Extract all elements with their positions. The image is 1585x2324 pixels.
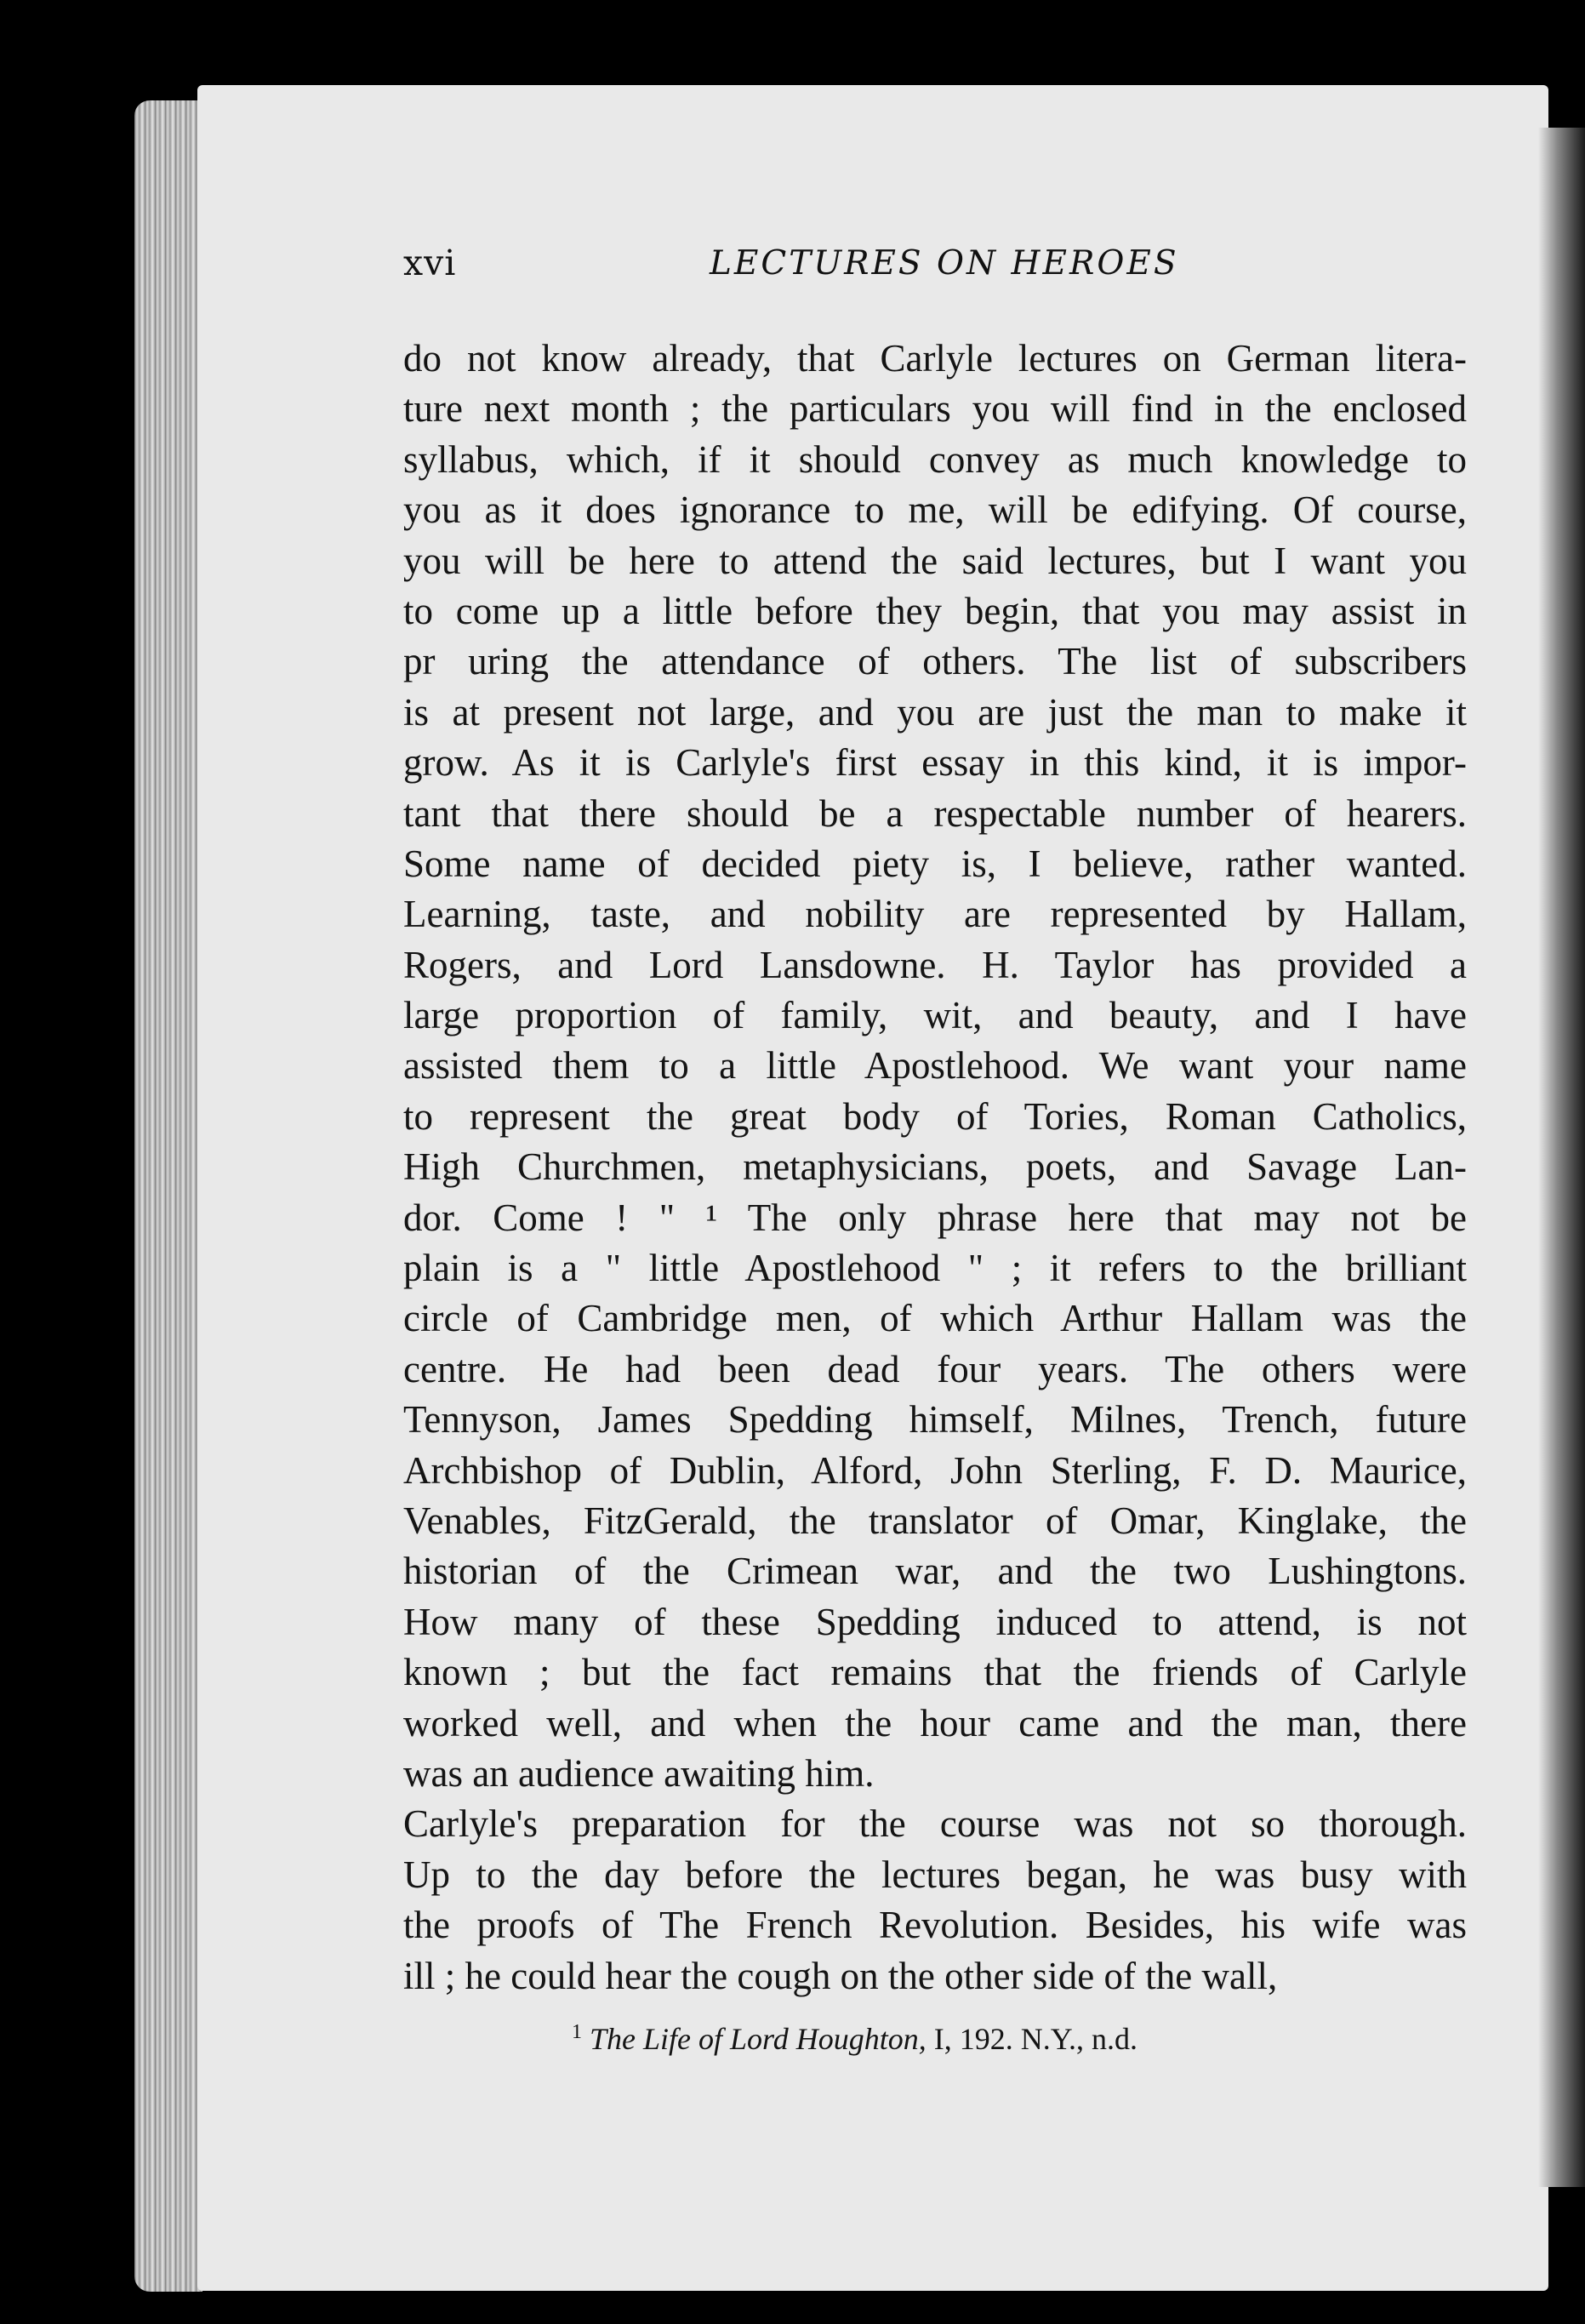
- text-line: Up to the day before the lectures began, he was busy with: [403, 1853, 1467, 1896]
- text-line: syllabus, which, if it should convey as much knowledge to: [403, 437, 1467, 481]
- text-line: is at present not large, and you are just the man to make it: [403, 690, 1467, 734]
- text-line: ill ; he could hear the cough on the other side of the wall,: [403, 1954, 1278, 1997]
- text-line: worked well, and when the hour came and the man, there: [403, 1701, 1467, 1744]
- text-line: Carlyle's preparation for the course was not so thorough.: [403, 1802, 1467, 1846]
- text-line: circle of Cambridge men, of which Arthur Hallam was the: [403, 1297, 1467, 1340]
- text-line: to come up a little before they begin, that you may assist in: [403, 589, 1467, 632]
- text-line: large proportion of family, wit, and beauty, and I have: [403, 994, 1467, 1037]
- text-line: was an audience awaiting him.: [403, 1751, 875, 1795]
- text-line: tant that there should be a respectable number of hearers.: [403, 791, 1467, 835]
- footnote: [572, 2021, 1137, 2057]
- text-line: ture next month ; the particulars you will find in the enclosed: [403, 387, 1467, 431]
- text-line: you as it does ignorance to me, will be edifying. Of course,: [403, 488, 1467, 532]
- text-line: the proofs of The French Revolution. Besides, his wife was: [403, 1904, 1467, 1947]
- text-line: you will be here to attend the said lectures, but I want you: [403, 539, 1467, 582]
- text-line: High Churchmen, metaphysicians, poets, and Savage Lan-: [403, 1145, 1467, 1189]
- text-line: Rogers, and Lord Lansdowne. H. Taylor has provided a: [403, 943, 1467, 986]
- text-line: dor. Come ! " ¹ The only phrase here that may not be: [403, 1196, 1467, 1239]
- text-line: do not know already, that Carlyle lectures on German litera-: [403, 337, 1467, 380]
- text-line: How many of these Spedding induced to attend, is not: [403, 1600, 1467, 1643]
- page-shadow: [1538, 128, 1585, 2187]
- text-line: plain is a " little Apostlehood " ; it refers to the brilliant: [403, 1247, 1467, 1290]
- footnote-rest: I, 192. N.Y., n.d.: [926, 2022, 1138, 2056]
- footnote-marker: 1: [572, 2021, 582, 2043]
- text-line: Archbishop of Dublin, Alford, John Sterling, F. D. Maurice,: [403, 1448, 1467, 1492]
- text-line: historian of the Crimean war, and the two Lushingtons.: [403, 1550, 1467, 1593]
- text-line: to represent the great body of Tories, Roman Catholics,: [403, 1094, 1467, 1138]
- page-number: xvi: [403, 243, 457, 283]
- text-line: pr uring the attendance of others. The list of subscribers: [403, 640, 1467, 683]
- text-line: Learning, taste, and nobility are represented by Hallam,: [403, 893, 1467, 936]
- body-text: [403, 334, 1467, 2001]
- page-edges: [134, 100, 202, 2292]
- text-line: grow. As it is Carlyle's first essay in this kind, it is impor-: [403, 741, 1467, 785]
- text-line: Some name of decided piety is, I believe, rather wanted.: [403, 842, 1467, 885]
- footnote-title: The Life of Lord Houghton,: [590, 2022, 926, 2056]
- text-line: known ; but the fact remains that the friends of Carlyle: [403, 1651, 1467, 1694]
- running-head: [403, 243, 1509, 294]
- text-line: Tennyson, James Spedding himself, Milnes, Trench, future: [403, 1398, 1467, 1442]
- text-line: centre. He had been dead four years. The others were: [403, 1347, 1467, 1390]
- text-line: assisted them to a little Apostlehood. We want your name: [403, 1044, 1467, 1088]
- running-title: LECTURES ON HEROES: [710, 244, 1179, 283]
- text-line: Venables, FitzGerald, the translator of Omar, Kinglake, the: [403, 1499, 1467, 1542]
